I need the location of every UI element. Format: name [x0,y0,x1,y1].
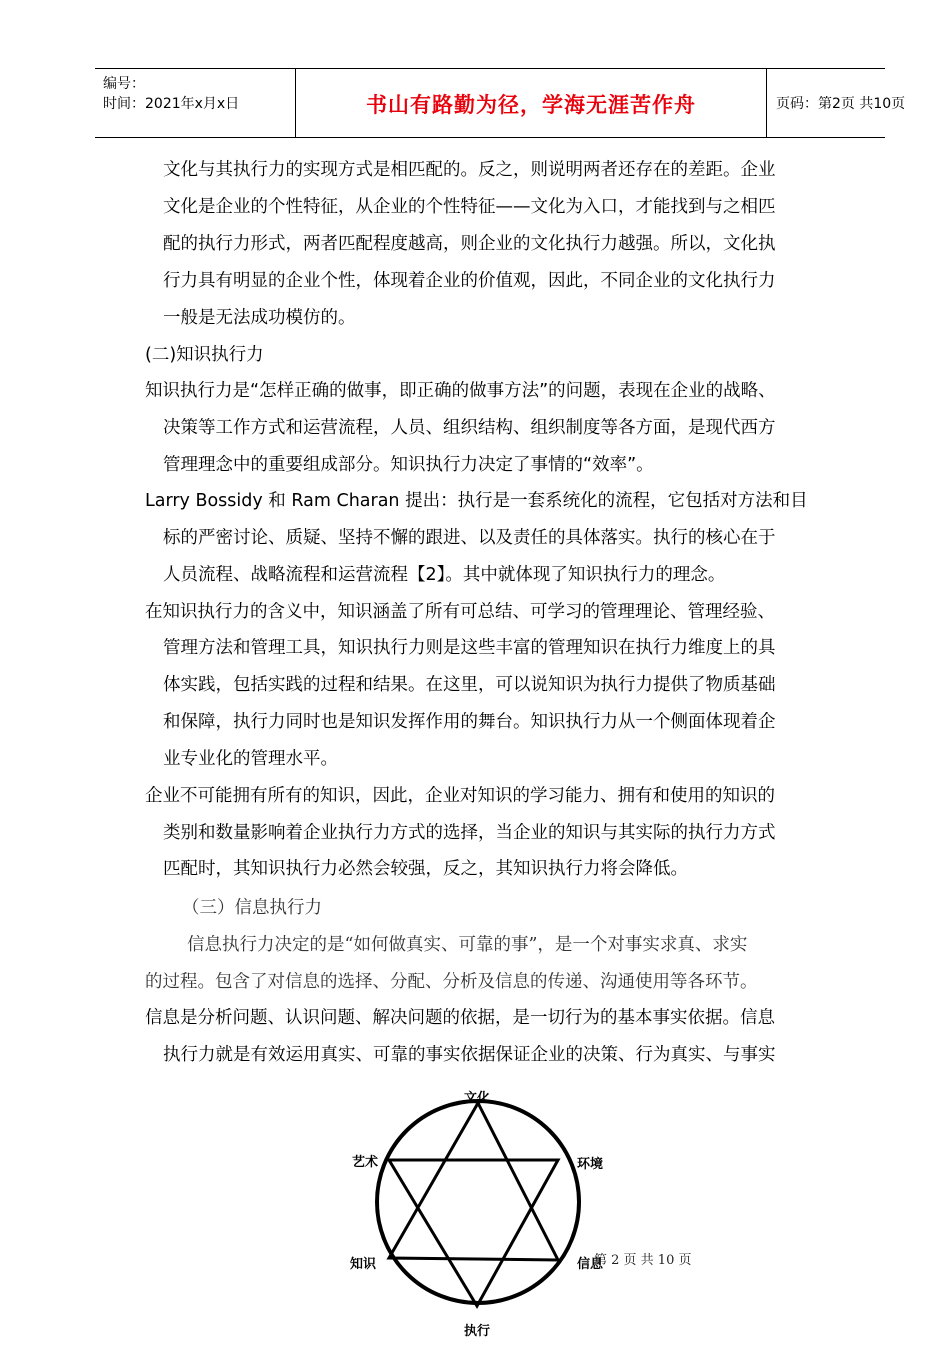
paragraph-line: 配的执行力形式，两者匹配程度越高，则企业的文化执行力越强。所以，文化执 [163,234,776,254]
paragraph-line: 管理方法和管理工具，知识执行力则是这些丰富的管理知识在执行力维度上的具 [163,638,776,658]
upward-triangle [389,1103,558,1260]
paragraph-line: 和保障，执行力同时也是知识发挥作用的舞台。知识执行力从一个侧面体现着企 [163,712,776,732]
header-page-info: 页码：第2页 共10页 [776,96,906,112]
section-heading: （三）信息执行力 [182,898,322,918]
paragraph-line: 在知识执行力的含义中，知识涵盖了所有可总结、可学习的管理理论、管理经验、 [145,602,775,622]
hexagram-figure [340,1080,620,1344]
paragraph-line: 一般是无法成功模仿的。 [163,308,356,328]
hexagram-diagram [340,1080,620,1344]
paragraph-line: 的过程。包含了对信息的选择、分配、分析及信息的传递、沟通使用等各环节。 [145,972,758,992]
downward-triangle [389,1160,558,1306]
header-motto: 书山有路勤为径，学海无涯苦作舟 [366,92,696,117]
paragraph-line: 匹配时，其知识执行力必然会较强，反之，其知识执行力将会降低。 [163,859,688,879]
diagram-label-bottom: 执行 [464,1324,491,1339]
page-footer: 第 2 页 共 10 页 [594,1253,692,1268]
paragraph-line: 文化与其执行力的实现方式是相匹配的。反之，则说明两者还存在的差距。企业 [163,160,776,180]
paragraph-line: 行力具有明显的企业个性，体现着企业的价值观，因此，不同企业的文化执行力 [163,271,776,291]
header-motto-cell [295,69,767,137]
paragraph-line: 执行力就是有效运用真实、可靠的事实依据保证企业的决策、行为真实、与事实 [163,1045,776,1065]
paragraph-line: 人员流程、战略流程和运营流程【2】。其中就体现了知识执行力的理念。 [163,565,726,585]
diagram-label-lower-right: 信息 [577,1257,604,1272]
diagram-label-upper-right: 环境 [577,1157,604,1172]
document-number-label: 编号： [103,76,145,92]
paragraph-line: Larry Bossidy 和 Ram Charan 提出：执行是一套系统化的流程，它包括对方法和目 [145,491,808,511]
diagram-label-upper-left: 艺术 [352,1155,379,1170]
paragraph-line: 业专业化的管理水平。 [163,749,338,769]
paragraph-line: 信息是分析问题、认识问题、解决问题的依据，是一切行为的基本事实依据。信息 [145,1008,775,1028]
paragraph-line: 标的严密讨论、质疑、坚持不懈的跟进、以及责任的具体落实。执行的核心在于 [163,528,776,548]
paragraph-line: 体实践，包括实践的过程和结果。在这里，可以说知识为执行力提供了物质基础 [163,675,776,695]
paragraph-line: 管理理念中的重要组成部分。知识执行力决定了事情的“效率”。 [163,455,654,475]
paragraph-line: 企业不可能拥有所有的知识，因此，企业对知识的学习能力、拥有和使用的知识的 [145,786,775,806]
section-heading: (二)知识执行力 [145,345,264,365]
paragraph-line: 信息执行力决定的是“如何做真实、可靠的事”，是一个对事实求真、求实 [187,935,748,955]
document-header [95,68,906,138]
header-meta-cell [95,69,295,137]
paragraph-line: 知识执行力是“怎样正确的做事，即正确的做事方法”的问题，表现在企业的战略、 [145,381,776,401]
paragraph-line: 类别和数量影响着企业执行力方式的选择，当企业的知识与其实际的执行力方式 [163,823,776,843]
outer-circle [377,1101,579,1303]
header-page-cell [766,69,906,137]
diagram-label-lower-left: 知识 [350,1257,377,1272]
diagram-label-top: 文化 [464,1091,491,1106]
paragraph-line: 决策等工作方式和运营流程，人员、组织结构、组织制度等各方面，是现代西方 [163,418,776,438]
document-time-label: 时间：2021年x月x日 [103,96,240,112]
paragraph-line: 文化是企业的个性特征，从企业的个性特征——文化为入口，才能找到与之相匹 [163,197,776,217]
